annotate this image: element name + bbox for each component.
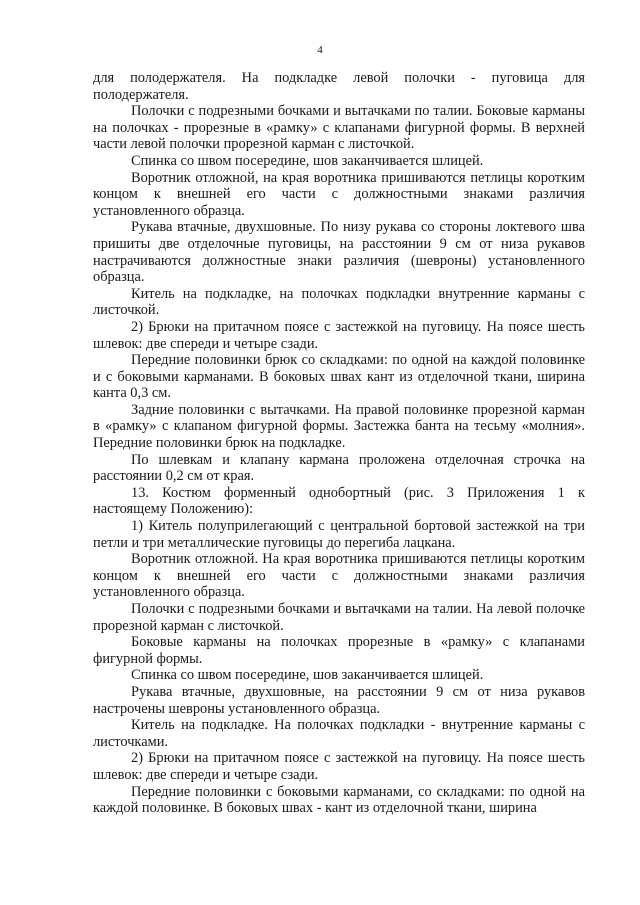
paragraph: Полочки с подрезными бочками и вытачками по талии. Боковые карманы на полочках - прорезные в «рамку» с клапанами фигурной формы. В верхней части левой полочки прорезной карман с листочкой. (93, 103, 585, 153)
paragraph: Спинка со швом посередине, шов заканчивается шлицей. (131, 152, 484, 169)
paragraph: Задние половинки с вытачками. На правой половинке прорезной карман в «рамку» с клапаном фигурной формы. Застежка банта на тесьму «молния». Передние половинки брюк на подкладке. (93, 401, 585, 452)
paragraph: Воротник отложной. На края воротника пришиваются петлицы коротким концом к внешней его части с должностными знаками различия установленного образца. (93, 551, 585, 601)
page-number: 4 (317, 44, 323, 56)
paragraph: По шлевкам и клапану кармана проложена отделочная строчка на расстоянии 0,2 см от края. (93, 451, 585, 485)
paragraph: 1) Китель полуприлегающий с центральной бортовой застежкой на три петли и три металлические пуговицы до перегиба лацкана. (93, 518, 585, 551)
paragraph: Боковые карманы на полочках прорезные в «рамку» с клапанами фигурной формы. (93, 634, 585, 667)
paragraph: Передние половинки с боковыми карманами, со складками: по одной на каждой половинке. В боковых швах - кант из отделочной ткани, ширина (93, 783, 585, 817)
paragraph: Полочки с подрезными бочками и вытачками на талии. На левой полочке прорезной карман с листочкой. (93, 601, 585, 634)
paragraph: Спинка со швом посередине, шов заканчивается шлицей. (131, 667, 484, 684)
paragraph: Китель на подкладке, на полочках подкладки внутренние карманы с листочкой. (93, 285, 585, 319)
body-text (93, 70, 585, 817)
paragraph: Рукава втачные, двухшовные. По низу рукава со стороны локтевого шва пришиты две отделочные пуговицы, на расстоянии 9 см от низа рукавов настрачиваются должностные знаки различия (шевроны) установленного образца. (93, 219, 585, 286)
paragraph: Китель на подкладке. На полочках подкладки - внутренние карманы с листочками. (93, 717, 585, 750)
paragraph: 13. Костюм форменный однобортный (рис. 3 Приложения 1 к настоящему Положению): (93, 484, 585, 518)
paragraph: Воротник отложной, на края воротника пришиваются петлицы коротким концом к внешней его части с должностными знаками различия установленного образца. (93, 169, 585, 219)
paragraph: Рукава втачные, двухшовные, на расстоянии 9 см от низа рукавов настрочены шевроны установленного образца. (93, 683, 585, 717)
paragraph: 2) Брюки на притачном поясе с застежкой на пуговицу. На поясе шесть шлевок: две спереди и четыре сзади. (93, 750, 585, 783)
paragraph: 2) Брюки на притачном поясе с застежкой на пуговицу. На поясе шесть шлевок: две спереди и четыре сзади. (93, 318, 585, 352)
paragraph: Передние половинки брюк со складками: по одной на каждой половинке и с боковыми карманами. В боковых швах кант из отделочной ткани, ширина канта 0,3 см. (93, 352, 585, 402)
paragraph: для полодержателя. На подкладке левой полочки - пуговица для полодержателя. (93, 70, 585, 103)
